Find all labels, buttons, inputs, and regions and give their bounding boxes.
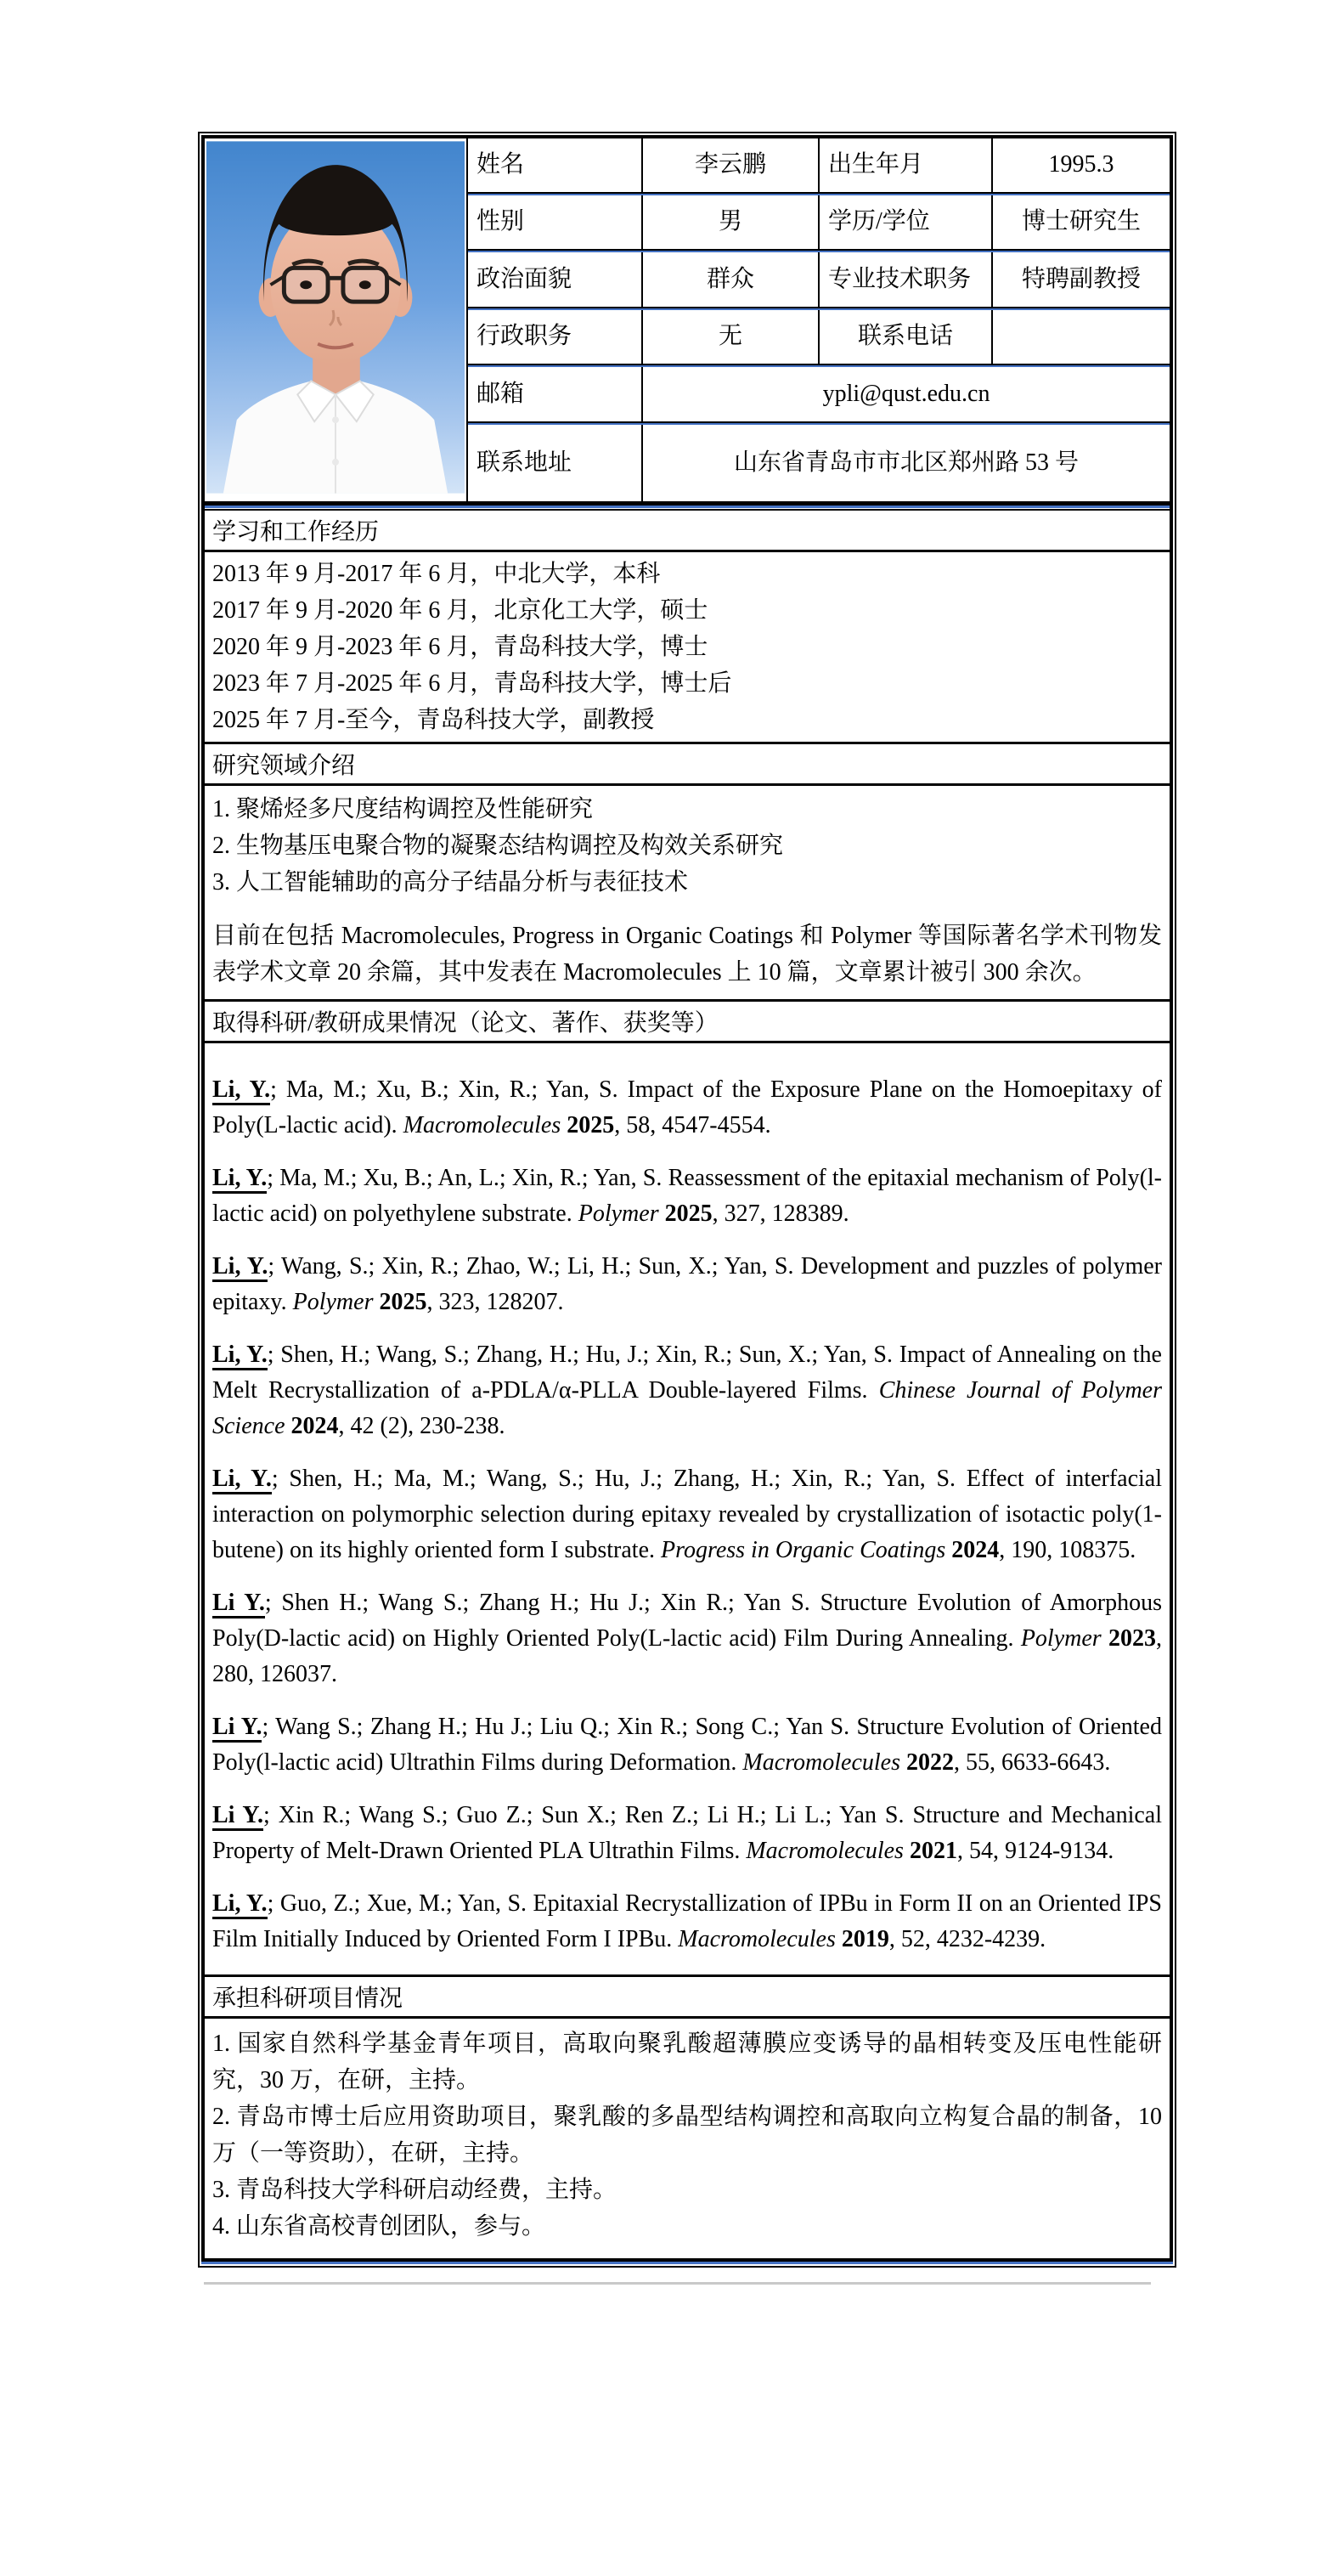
personal-info-table [205, 138, 1170, 501]
section-body-research [205, 786, 1170, 1002]
publication-item: Li Y.; Wang S.; Zhang H.; Hu J.; Liu Q.; Xin R.; Song C.; Yan S. Structure Evolution of Oriented Poly(l-lactic acid) Ultrathin Films during Deformation. Macromolecules 2022, 55, 6633-6643. [212, 1714, 1162, 1776]
publication-lead-author: Li, Y. [212, 1342, 268, 1370]
research-area-item: 3. 人工智能辅助的高分子结晶分析与表征技术 [212, 869, 689, 895]
field-label-gender: 性别 [468, 195, 643, 251]
field-value-name: 李云鹏 [643, 138, 820, 194]
page-break-divider [204, 2282, 1151, 2285]
publication-lead-author: Li, Y. [212, 1890, 268, 1919]
research-area-item: 2. 生物基压电聚合物的凝聚态结构调控及构效关系研究 [212, 833, 784, 859]
section-header-experience [205, 511, 1170, 552]
field-label-phone: 联系电话 [820, 310, 993, 365]
publication-journal: Polymer [292, 1289, 374, 1315]
publication-item: Li, Y.; Shen, H.; Ma, M.; Wang, S.; Hu, J.; Zhang, H.; Xin, R.; Yan, S. Effect of interfacial interaction on polymorphic selection during epitaxy revealed by crystallization of isotactic poly(1-butene) on its highly oriented form I substrate. Progress in Organic Coatings 2024, 190, 108375. [212, 1466, 1162, 1563]
project-item: 2. 青岛市博士后应用资助项目，聚乳酸的多晶型结构调控和高取向立构复合晶的制备，10 万（一等资助），在研，主持。 [212, 2104, 1162, 2166]
publication-item: Li, Y.; Guo, Z.; Xue, M.; Yan, S. Epitaxial Recrystallization of IPBu in Form II on an Oriented IPS Film Initially Induced by Oriented Form I IPBu. Macromolecules 2019, 52, 4232-4239. [212, 1890, 1162, 1952]
resume-sheet [198, 132, 1176, 2268]
resume-frame [201, 135, 1173, 2262]
publication-item: Li, Y.; Shen, H.; Wang, S.; Zhang, H.; Hu, J.; Xin, R.; Sun, X.; Yan, S. Impact of Annealing on the Melt Recrystallization of a-PDLA/α-PLLA Double-layered Films. Chinese Journal of Polymer Science 2024, 42 (2), 230-238. [212, 1342, 1162, 1439]
publication-journal: Macromolecules [746, 1838, 904, 1864]
experience-item: 2020 年 9 月-2023 年 6 月，青岛科技大学，博士 [212, 634, 708, 660]
publication-lead-author: Li Y. [212, 1802, 263, 1831]
field-label-email: 邮箱 [468, 367, 643, 423]
field-value-admin: 无 [643, 310, 820, 365]
publication-year: 2025 [567, 1112, 615, 1138]
publication-year: 2025 [664, 1200, 713, 1227]
section-title-research: 研究领域介绍 [212, 753, 356, 779]
section-header-research [205, 744, 1170, 786]
experience-item: 2025 年 7 月-至今，青岛科技大学，副教授 [212, 707, 655, 733]
field-value-gender: 男 [643, 195, 820, 251]
section-body-projects [205, 2019, 1170, 2258]
publication-year: 2023 [1108, 1625, 1157, 1652]
publication-journal: Macromolecules [403, 1112, 561, 1138]
section-body-achievements [205, 1043, 1170, 1977]
publication-year: 2025 [379, 1289, 427, 1315]
field-label-title: 专业技术职务 [820, 252, 993, 308]
publication-lead-author: Li Y. [212, 1590, 265, 1618]
field-label-degree: 学历/学位 [820, 195, 993, 251]
field-value-degree: 博士研究生 [993, 195, 1170, 251]
publication-journal: Polymer [578, 1200, 659, 1227]
section-header-achievements [205, 1002, 1170, 1043]
publication-lead-author: Li, Y. [212, 1165, 267, 1194]
field-label-name: 姓名 [468, 138, 643, 194]
publication-item: Li, Y.; Wang, S.; Xin, R.; Zhao, W.; Li, H.; Sun, X.; Yan, S. Development and puzzles of polymer epitaxy. Polymer 2025, 323, 128207. [212, 1253, 1162, 1315]
research-summary: 目前在包括 Macromolecules, Progress in Organic Coatings 和 Polymer 等国际著名学术刊物发表学术文章 20 余篇，其中发表在 Macromolecules 上 10 篇，文章累计被引 300 余次。 [212, 923, 1162, 986]
field-value-address: 山东省青岛市市北区郑州路 53 号 [643, 425, 1170, 501]
publication-year: 2024 [290, 1413, 339, 1439]
project-item: 4. 山东省高校青创团队，参与。 [212, 2213, 546, 2240]
research-area-list [212, 791, 1162, 901]
publication-item: Li, Y.; Ma, M.; Xu, B.; An, L.; Xin, R.; Yan, S. Reassessment of the epitaxial mechanism of Poly(l-lactic acid) on polyethylene substrate. Polymer 2025, 327, 128389. [212, 1165, 1162, 1227]
publication-journal: Chinese Journal of Polymer Science [212, 1377, 1162, 1439]
field-label-birth: 出生年月 [820, 138, 993, 194]
field-value-phone [993, 310, 1170, 365]
experience-item: 2023 年 7 月-2025 年 6 月，青岛科技大学，博士后 [212, 670, 732, 697]
publication-item: Li Y.; Shen H.; Wang S.; Zhang H.; Hu J.; Xin R.; Yan S. Structure Evolution of Amorphous Poly(D-lactic acid) on Highly Oriented Poly(L-lactic acid) Film During Annealing. Polymer 2023, 280, 126037. [212, 1590, 1163, 1687]
id-photo-graphic [206, 140, 465, 494]
publication-journal: Macromolecules [742, 1749, 900, 1776]
table-divider [205, 501, 1170, 511]
experience-item: 2017 年 9 月-2020 年 6 月，北京化工大学，硕士 [212, 597, 708, 624]
section-body-experience [205, 552, 1170, 744]
project-item: 1. 国家自然科学基金青年项目，高取向聚乳酸超薄膜应变诱导的晶相转变及压电性能研究，30 万，在研，主持。 [212, 2031, 1162, 2093]
experience-item: 2013 年 9 月-2017 年 6 月，中北大学，本科 [212, 561, 661, 587]
publication-journal: Progress in Organic Coatings [661, 1537, 946, 1563]
section-title-achievements: 取得科研/教研成果情况（论文、著作、获奖等） [212, 1010, 719, 1037]
field-label-political: 政治面貌 [468, 252, 643, 308]
publication-year: 2019 [841, 1926, 889, 1952]
publication-year: 2021 [909, 1838, 957, 1864]
publication-item: Li, Y.; Ma, M.; Xu, B.; Xin, R.; Yan, S. Impact of the Exposure Plane on the Homoepitaxy of Poly(L-lactic acid). Macromolecules 2025, 58, 4547-4554. [212, 1076, 1162, 1138]
field-value-political: 群众 [643, 252, 820, 308]
section-header-projects [205, 1977, 1170, 2019]
publication-lead-author: Li, Y. [212, 1253, 268, 1282]
research-area-item: 1. 聚烯烃多尺度结构调控及性能研究 [212, 796, 594, 822]
publication-journal: Macromolecules [678, 1926, 836, 1952]
publication-lead-author: Li, Y. [212, 1466, 272, 1494]
field-value-birth: 1995.3 [993, 138, 1170, 194]
id-photo [205, 138, 468, 501]
publication-lead-author: Li, Y. [212, 1076, 270, 1105]
project-item: 3. 青岛科技大学科研启动经费，主持。 [212, 2177, 617, 2203]
section-title-projects: 承担科研项目情况 [212, 1986, 403, 2012]
field-label-admin: 行政职务 [468, 310, 643, 365]
publication-item: Li Y.; Xin R.; Wang S.; Guo Z.; Sun X.; Ren Z.; Li H.; Li L.; Yan S. Structure and Mechanical Property of Melt-Drawn Oriented PLA Ultrathin Films. Macromolecules 2021, 54, 9124-9134. [212, 1802, 1162, 1864]
field-value-title: 特聘副教授 [993, 252, 1170, 308]
publication-year: 2024 [951, 1537, 1000, 1563]
field-value-email: ypli@qust.edu.cn [643, 367, 1170, 423]
publication-journal: Polymer [1020, 1625, 1102, 1652]
section-title-experience: 学习和工作经历 [212, 519, 380, 545]
publication-year: 2022 [906, 1749, 954, 1776]
field-label-address: 联系地址 [468, 425, 643, 501]
publication-lead-author: Li Y. [212, 1714, 262, 1743]
